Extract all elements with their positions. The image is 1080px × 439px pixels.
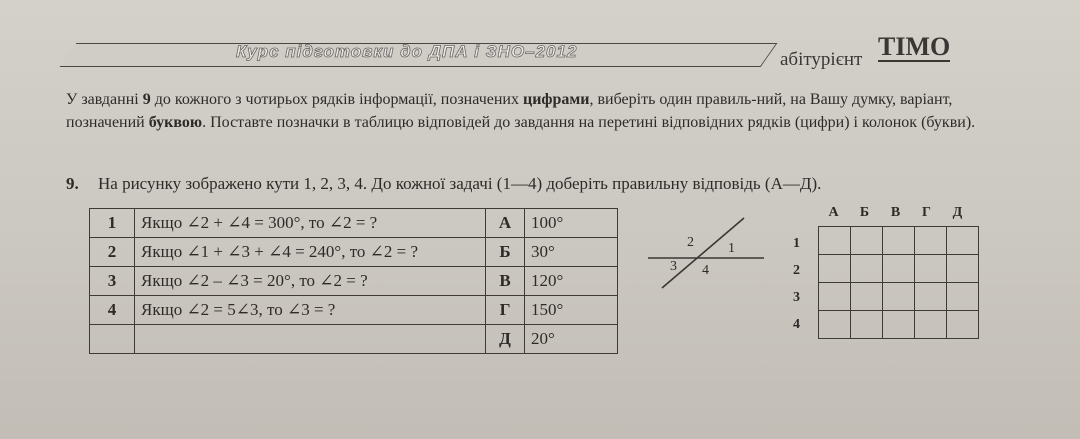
answer-cell[interactable] [915, 227, 947, 255]
row-label: 2 [793, 263, 800, 278]
answer-cell[interactable] [819, 227, 851, 255]
option-value: 30° [525, 238, 618, 267]
table-row [90, 296, 618, 325]
row-number: 3 [90, 267, 135, 296]
table-row [90, 209, 618, 238]
task-number: 9. [66, 174, 79, 193]
option-value: 150° [525, 296, 618, 325]
matching-table [89, 208, 618, 354]
answer-cell[interactable] [947, 255, 979, 283]
answer-cell[interactable] [883, 311, 915, 339]
table-row [90, 267, 618, 296]
option-letter: Б [486, 238, 525, 267]
row-number: 2 [90, 238, 135, 267]
angle-label-4: 4 [702, 263, 709, 278]
angle-label-3: 3 [670, 259, 677, 274]
column-letter: Г [922, 205, 931, 220]
table-row [90, 325, 618, 354]
answer-cell[interactable] [947, 227, 979, 255]
answer-cell[interactable] [851, 311, 883, 339]
option-letter: Г [486, 296, 525, 325]
instr-bold: цифрами [522, 91, 590, 108]
answer-cell[interactable] [915, 311, 947, 339]
answer-cell[interactable] [851, 283, 883, 311]
instr-bold: буквою [148, 114, 203, 131]
angle-label-2: 2 [687, 235, 694, 250]
answer-cell[interactable] [883, 227, 915, 255]
instr-bold: 9 [142, 91, 151, 108]
task-text: На рисунку зображено кути 1, 2, 3, 4. До кожної задачі (1—4) доберіть правильну відповідь (А—Д). [98, 174, 822, 193]
row-label: 4 [793, 317, 800, 332]
option-value: 20° [525, 325, 618, 354]
instr-part: до кожного з чотирьох рядків інформації, позначених [150, 91, 523, 108]
task-statement [66, 174, 986, 194]
column-letter: В [890, 205, 901, 220]
answer-cell[interactable] [819, 311, 851, 339]
answer-cell[interactable] [819, 283, 851, 311]
banner-title: Курс підготовки до ДПА і ЗНО–2012 [236, 42, 578, 61]
answer-cell[interactable] [883, 283, 915, 311]
answer-cell[interactable] [883, 255, 915, 283]
answer-cell[interactable] [819, 255, 851, 283]
instr-part: . Поставте позначки в таблицю відповідей до завдання на перетині відповідних рядків (цифри) і колонок (букви). [202, 114, 976, 131]
instr-part: , виберіть один правиль-ний, на Вашу думку, варіант, позначений [66, 91, 953, 131]
option-letter: А [486, 209, 525, 238]
angle-label-1: 1 [728, 241, 735, 256]
column-letter: А [828, 205, 839, 220]
brand-label: абітурієнт [780, 49, 863, 70]
answer-cell[interactable] [947, 311, 979, 339]
option-value: 100° [525, 209, 618, 238]
answer-cell[interactable] [851, 255, 883, 283]
row-label: 1 [793, 236, 800, 251]
row-question: Якщо ∠2 – ∠3 = 20°, то ∠2 = ? [135, 267, 486, 296]
row-question: Якщо ∠2 + ∠4 = 300°, то ∠2 = ? [135, 209, 486, 238]
brand-logo: ТІМО [878, 32, 951, 61]
option-value: 120° [525, 267, 618, 296]
row-question: Якщо ∠2 = 5∠3, то ∠3 = ? [135, 296, 486, 325]
row-question [135, 325, 486, 354]
answer-cell[interactable] [915, 283, 947, 311]
column-letter: Б [859, 205, 870, 220]
angles-figure [640, 210, 770, 290]
instructions [66, 88, 986, 134]
row-number: 4 [90, 296, 135, 325]
row-question: Якщо ∠1 + ∠3 + ∠4 = 240°, то ∠2 = ? [135, 238, 486, 267]
row-number [90, 325, 135, 354]
answer-grid [818, 226, 979, 339]
answer-cell[interactable] [915, 255, 947, 283]
instr-part: У завданні [66, 91, 143, 108]
answer-grid-row-labels [793, 230, 800, 338]
answer-cell[interactable] [947, 283, 979, 311]
answer-cell[interactable] [851, 227, 883, 255]
row-label: 3 [793, 290, 800, 305]
option-letter: Д [486, 325, 525, 354]
option-letter: В [486, 267, 525, 296]
column-letter: Д [952, 205, 963, 220]
row-number: 1 [90, 209, 135, 238]
table-row [90, 238, 618, 267]
answer-grid-header [818, 205, 988, 221]
